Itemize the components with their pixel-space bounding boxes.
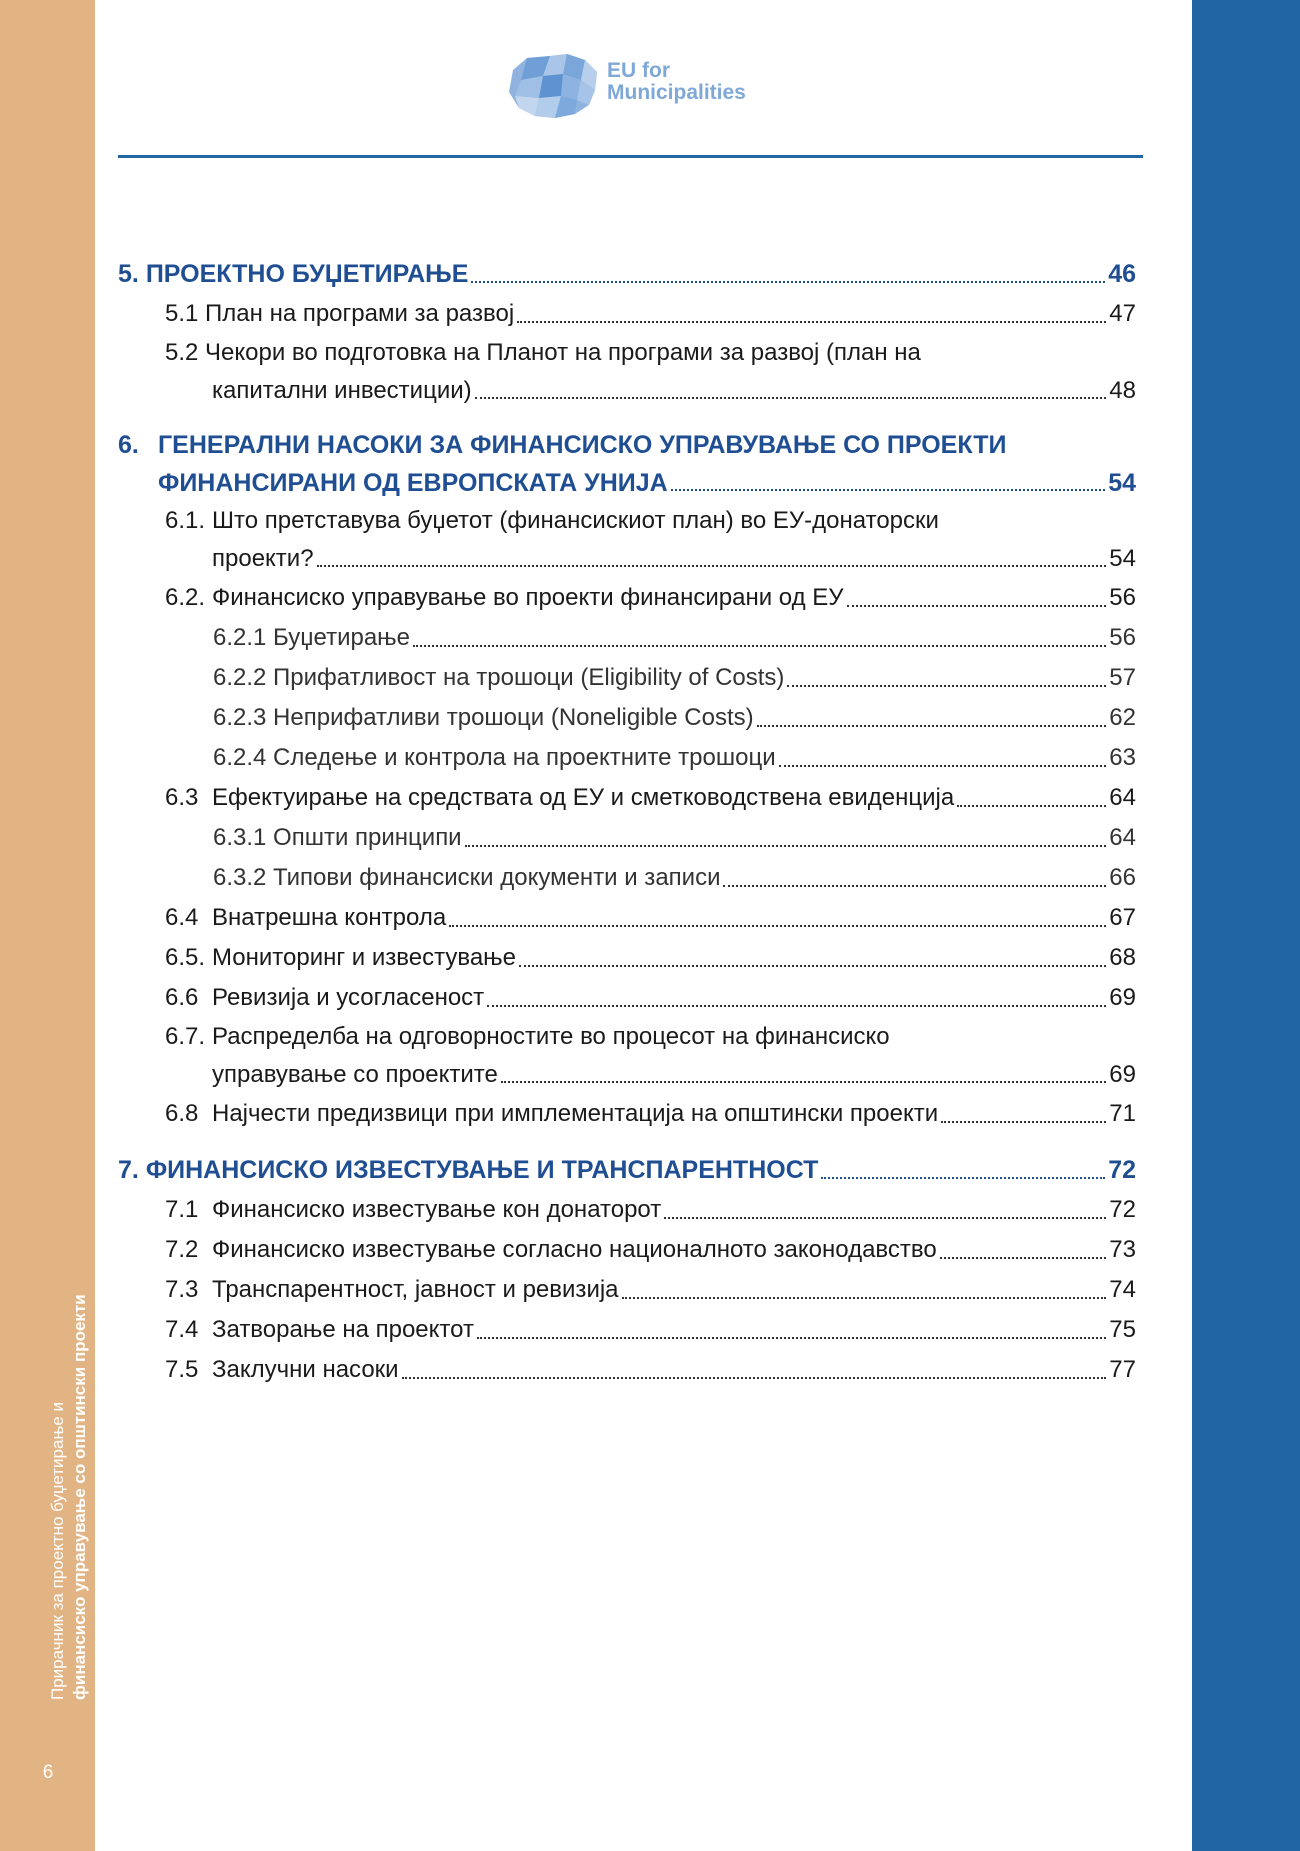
toc-number: 7.4 bbox=[165, 1316, 199, 1343]
toc-label-line1: ГЕНЕРАЛНИ НАСОКИ ЗА ФИНАНСИСКО УПРАВУВАЊЕ СО ПРОЕКТИ bbox=[158, 431, 1007, 459]
toc-leader bbox=[671, 489, 1105, 491]
toc-leader bbox=[957, 805, 1106, 807]
toc-number: 7. bbox=[118, 1156, 139, 1184]
toc-leader bbox=[501, 1081, 1106, 1083]
toc-label: Финансиско известување согласно националното законодавство bbox=[212, 1236, 937, 1263]
toc-entry-6-3-1[interactable] bbox=[118, 818, 1136, 858]
toc-label: 6.3.1 Општи принципи bbox=[213, 824, 462, 851]
toc-page: 54 bbox=[1109, 545, 1136, 572]
toc-leader bbox=[622, 1297, 1107, 1299]
toc-page: 77 bbox=[1109, 1356, 1136, 1383]
toc-leader bbox=[413, 645, 1106, 647]
toc-entry-6-2[interactable] bbox=[118, 578, 1136, 618]
toc-page: 56 bbox=[1109, 584, 1136, 611]
toc-label-line2: капитални инвестиции) bbox=[212, 377, 472, 404]
toc-number: 6. bbox=[118, 431, 139, 459]
toc-leader bbox=[940, 1257, 1107, 1259]
toc-label: 6.2.1 Буџетирање bbox=[213, 624, 411, 651]
toc-entry-6-3[interactable] bbox=[118, 778, 1136, 818]
toc-number: 6.7. bbox=[165, 1023, 206, 1050]
toc-entry-7-4[interactable] bbox=[118, 1310, 1136, 1350]
toc-number: 7.2 bbox=[165, 1236, 199, 1263]
toc-label: Најчести предизвици при имплементација на општински проекти bbox=[212, 1100, 939, 1127]
toc-label: Ревизија и усогласеност bbox=[212, 984, 485, 1011]
toc-page: 71 bbox=[1109, 1100, 1136, 1127]
toc-page: 47 bbox=[1109, 300, 1136, 327]
toc-leader bbox=[787, 685, 1106, 687]
toc-entry-7-2[interactable] bbox=[118, 1230, 1136, 1270]
toc-chapter-5[interactable] bbox=[118, 254, 1136, 294]
toc-leader bbox=[779, 765, 1107, 767]
toc-page: 62 bbox=[1109, 704, 1136, 731]
toc-leader bbox=[465, 845, 1107, 847]
toc-leader bbox=[487, 1005, 1106, 1007]
toc-label: Ефектуирање на средствата од ЕУ и сметководствена евиденција bbox=[212, 784, 955, 811]
toc-page: 67 bbox=[1109, 904, 1136, 931]
spine-title bbox=[47, 1294, 91, 1700]
toc-page: 68 bbox=[1109, 944, 1136, 971]
toc-number: 7.5 bbox=[165, 1356, 199, 1383]
toc-page: 72 bbox=[1109, 1196, 1136, 1223]
toc-label: Транспарентност, јавност и ревизија bbox=[212, 1276, 619, 1303]
toc-entry-7-5[interactable] bbox=[118, 1350, 1136, 1390]
toc-label: Затворање на проектот bbox=[212, 1316, 474, 1343]
toc-label-line1: Чекори во подготовка на Планот на програми за развој (план на bbox=[205, 339, 921, 366]
toc-entry-7-1[interactable] bbox=[118, 1190, 1136, 1230]
toc-number: 5. bbox=[118, 260, 139, 288]
toc-label: 6.2.2 Прифатливост на трошоци (Eligibility of Costs) bbox=[213, 664, 785, 691]
toc-page: 48 bbox=[1109, 377, 1136, 404]
toc-page: 64 bbox=[1109, 824, 1136, 851]
toc-label-line1: Распределба на одговорностите во процесот на финансиско bbox=[212, 1023, 890, 1050]
toc-number: 6.4 bbox=[165, 904, 199, 931]
toc-leader bbox=[941, 1121, 1106, 1123]
toc-number: 5.1 bbox=[165, 300, 199, 327]
toc-number: 6.1. bbox=[165, 507, 206, 534]
toc-page: 66 bbox=[1109, 864, 1136, 891]
toc-page: 56 bbox=[1109, 624, 1136, 651]
toc-entry-6-2-1[interactable] bbox=[118, 618, 1136, 658]
toc-label: Финансиско известување кон донаторот bbox=[212, 1196, 662, 1223]
toc-number: 6.6 bbox=[165, 984, 199, 1011]
toc-number: 6.2. bbox=[165, 584, 206, 611]
toc-entry-6-6[interactable] bbox=[118, 978, 1136, 1018]
toc-page: 73 bbox=[1109, 1236, 1136, 1263]
toc-leader bbox=[821, 1177, 1105, 1179]
toc-label: 6.2.4 Следење и контрола на проектните трошоци bbox=[213, 744, 776, 771]
toc-label: Внатрешна контрола bbox=[212, 904, 447, 931]
toc-entry-6-2-3[interactable] bbox=[118, 698, 1136, 738]
toc-label: ПРОЕКТНО БУЏЕТИРАЊЕ bbox=[145, 260, 469, 288]
map-logo-icon bbox=[505, 50, 605, 122]
toc-chapter-7[interactable] bbox=[118, 1150, 1136, 1190]
toc-entry-6-5[interactable] bbox=[118, 938, 1136, 978]
toc-number: 7.3 bbox=[165, 1276, 199, 1303]
toc-leader bbox=[519, 965, 1106, 967]
toc-label: ФИНАНСИСКО ИЗВЕСТУВАЊЕ И ТРАНСПАРЕНТНОСТ bbox=[145, 1156, 819, 1184]
toc-leader bbox=[723, 885, 1106, 887]
toc-page: 54 bbox=[1108, 469, 1136, 497]
toc-page: 64 bbox=[1109, 784, 1136, 811]
toc-number: 5.2 bbox=[165, 339, 199, 366]
toc-entry-7-3[interactable] bbox=[118, 1270, 1136, 1310]
toc-leader bbox=[757, 725, 1107, 727]
toc-entry-6-4[interactable] bbox=[118, 898, 1136, 938]
toc-number: 6.3 bbox=[165, 784, 199, 811]
spine-title-line1: Прирачник за проектно буџетирање и bbox=[48, 1402, 67, 1700]
toc-entry-5-1[interactable] bbox=[118, 294, 1136, 334]
header-rule bbox=[118, 155, 1143, 158]
toc-entry-6-7[interactable] bbox=[118, 1018, 1136, 1094]
toc-label: Мониторинг и известување bbox=[212, 944, 517, 971]
toc-entry-6-2-2[interactable] bbox=[118, 658, 1136, 698]
logo-text-line1: EU for bbox=[607, 59, 670, 82]
toc-leader bbox=[475, 397, 1107, 399]
toc-number: 6.8 bbox=[165, 1100, 199, 1127]
toc-entry-6-8[interactable] bbox=[118, 1094, 1136, 1134]
toc-page: 72 bbox=[1108, 1156, 1136, 1184]
toc-leader bbox=[477, 1337, 1106, 1339]
toc-label-line2: управување со проектите bbox=[212, 1061, 498, 1088]
toc-page: 75 bbox=[1109, 1316, 1136, 1343]
toc-entry-6-2-4[interactable] bbox=[118, 738, 1136, 778]
logo-text bbox=[607, 60, 746, 104]
eu-for-municipalities-logo bbox=[505, 50, 765, 122]
table-of-contents bbox=[118, 254, 1136, 1390]
toc-entry-6-3-2[interactable] bbox=[118, 858, 1136, 898]
toc-leader bbox=[317, 565, 1107, 567]
page-number: 6 bbox=[42, 1762, 54, 1783]
toc-leader bbox=[402, 1377, 1107, 1379]
toc-label: 6.3.2 Типови финансиски документи и записи bbox=[213, 864, 721, 891]
toc-entry-6-1[interactable] bbox=[118, 502, 1136, 578]
toc-chapter-6[interactable] bbox=[118, 426, 1136, 502]
toc-leader bbox=[517, 321, 1106, 323]
toc-leader bbox=[471, 281, 1105, 283]
toc-page: 63 bbox=[1109, 744, 1136, 771]
toc-label-line2: проекти? bbox=[212, 545, 314, 572]
toc-leader bbox=[664, 1217, 1106, 1219]
toc-label: Заклучни насоки bbox=[212, 1356, 399, 1383]
toc-number: 6.5. bbox=[165, 944, 206, 971]
toc-label-line1: Што претставува буџетот (финансискиот план) во ЕУ-донаторски bbox=[212, 507, 939, 534]
toc-label: 6.2.3 Неприфатливи трошоци (Noneligible Costs) bbox=[213, 704, 754, 731]
toc-entry-5-2[interactable] bbox=[118, 334, 1136, 410]
toc-page: 69 bbox=[1109, 1061, 1136, 1088]
spine-title-line2: финансиско управување со општински проекти bbox=[70, 1294, 89, 1700]
toc-label: План на програми за развој bbox=[205, 300, 515, 327]
toc-label-line2: ФИНАНСИРАНИ ОД ЕВРОПСКАТА УНИЈА bbox=[158, 469, 668, 497]
right-color-band bbox=[1192, 0, 1300, 1851]
toc-page: 74 bbox=[1109, 1276, 1136, 1303]
logo-text-line2: Municipalities bbox=[607, 81, 746, 104]
toc-leader bbox=[847, 605, 1107, 607]
toc-page: 46 bbox=[1108, 260, 1136, 288]
toc-label: Финансиско управување во проекти финансирани од ЕУ bbox=[212, 584, 844, 611]
toc-page: 69 bbox=[1109, 984, 1136, 1011]
toc-page: 57 bbox=[1109, 664, 1136, 691]
toc-number: 7.1 bbox=[165, 1196, 199, 1223]
toc-leader bbox=[449, 925, 1106, 927]
